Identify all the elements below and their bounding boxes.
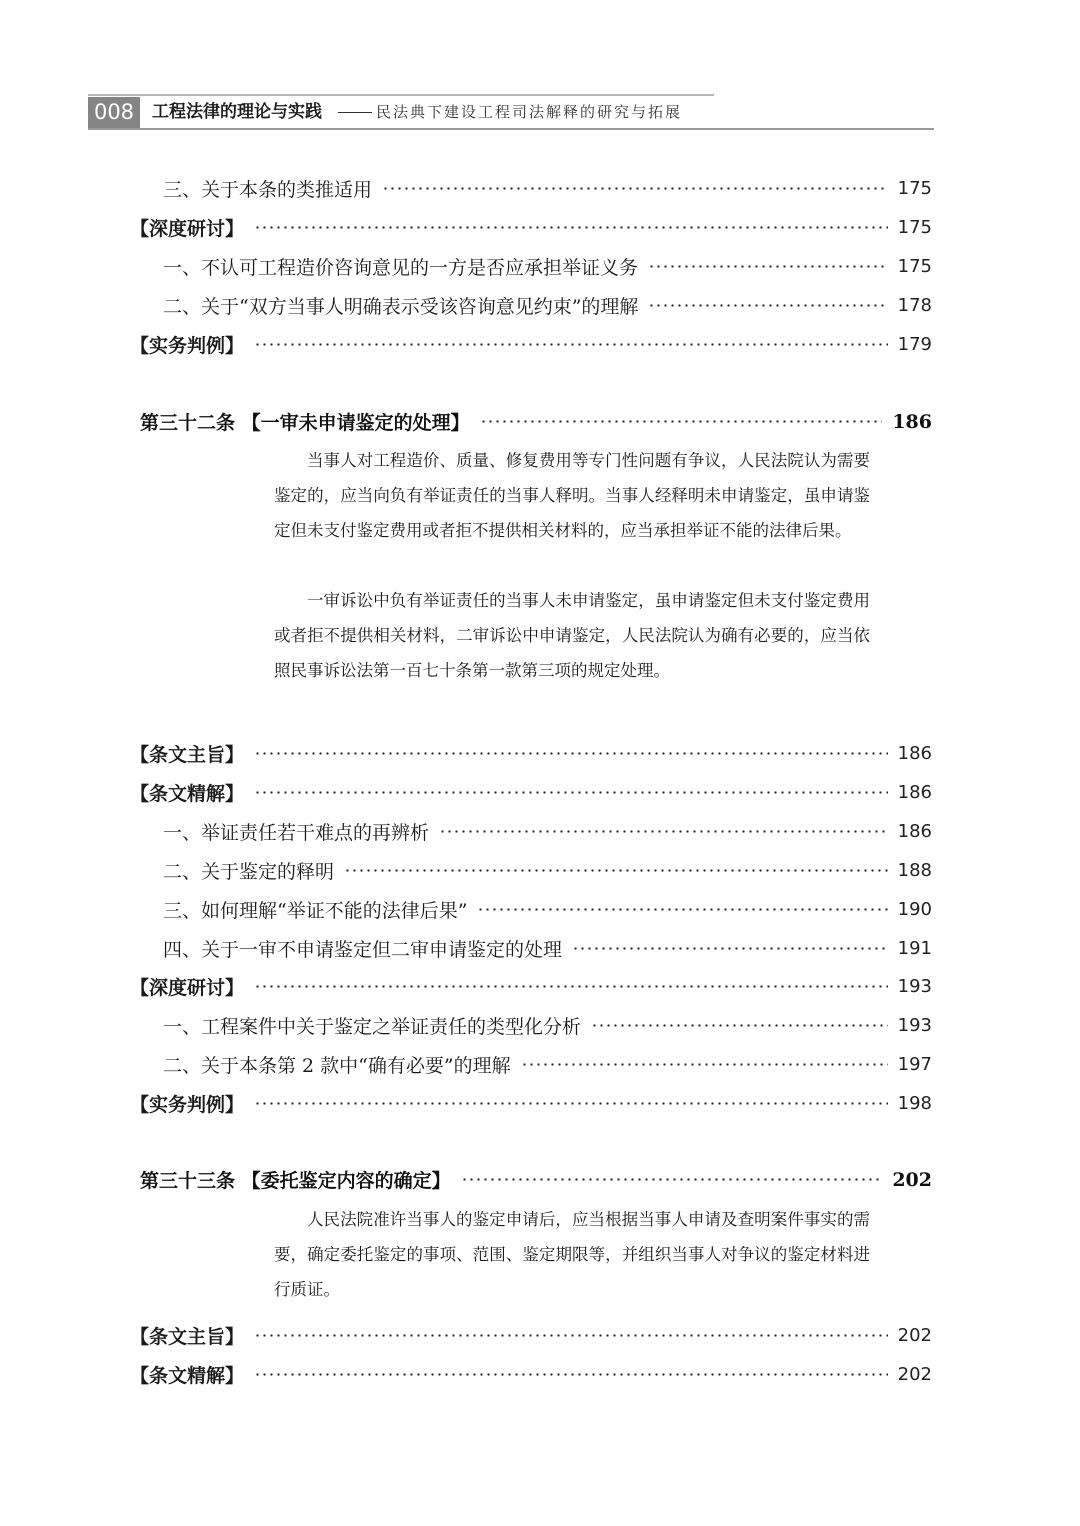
toc-entry-label: 一、不认可工程造价咨询意见的一方是否应承担举证义务 [163, 257, 639, 279]
toc-leader-dots [254, 226, 888, 229]
toc-entry[interactable] [163, 1051, 932, 1078]
toc-entry[interactable] [163, 253, 932, 280]
toc-leader-dots [477, 908, 887, 911]
toc-leader-dots [572, 947, 888, 950]
toc-leader-dots [480, 420, 883, 423]
toc-entry-page: 198 [897, 1093, 932, 1114]
toc-leader-dots [344, 869, 888, 872]
toc-article-heading[interactable] [140, 1166, 932, 1193]
toc-entry-label: 四、关于一审不申请鉴定但二审申请鉴定的处理 [163, 939, 563, 961]
toc-entry-label: 二、关于本条第 2 款中“确有必要”的理解 [163, 1055, 511, 1077]
toc-leader-dots [254, 343, 888, 346]
toc-leader-dots [254, 1334, 888, 1337]
toc-entry-page: 193 [897, 976, 932, 997]
toc-entry[interactable] [130, 214, 932, 241]
article-text-paragraph: 当事人对工程造价、质量、修复费用等专门性问题有争议，人民法院认为需要鉴定的，应当向负有举证责任的当事人释明。当事人经释明未申请鉴定，虽申请鉴定但未支付鉴定费用或者拒不提供相关材料的，应当承担举证不能的法律后果。 [274, 451, 870, 540]
header-bottom-rule [88, 128, 934, 130]
toc-entry[interactable] [163, 857, 932, 884]
toc-entry-page: 186 [897, 743, 932, 764]
toc-entry[interactable] [163, 292, 932, 319]
toc-entry[interactable] [130, 1361, 932, 1388]
toc-entry-label: 一、工程案件中关于鉴定之举证责任的类型化分析 [163, 1016, 582, 1038]
toc-entry[interactable] [163, 935, 932, 962]
header-subtitle: 民法典下建设工程司法解释的研究与拓展 [376, 103, 683, 121]
toc-entry-label: 三、如何理解“举证不能的法律后果” [163, 900, 468, 922]
toc-entry-page: 175 [897, 217, 932, 238]
toc-entry-page: 186 [897, 821, 932, 842]
toc-entry-page: 178 [897, 295, 932, 316]
toc-entry-page: 179 [897, 334, 932, 355]
toc-leader-dots [461, 1178, 883, 1181]
article-text-paragraph: 人民法院准许当事人的鉴定申请后，应当根据当事人申请及查明案件事实的需要，确定委托鉴定的事项、范围、鉴定期限等，并组织当事人对争议的鉴定材料进行质证。 [274, 1210, 870, 1299]
toc-article-label: 第三十三条 【委托鉴定内容的确定】 [140, 1170, 451, 1192]
toc-entry-label: 二、关于“双方当事人明确表示受该咨询意见约束”的理解 [163, 296, 639, 318]
toc-leader-dots [648, 265, 888, 268]
toc-entry[interactable] [130, 779, 932, 806]
toc-entry-label: 【条文主旨】 [130, 744, 245, 766]
header-top-rule [88, 94, 714, 96]
toc-leader-dots [382, 187, 888, 190]
toc-entry-page: 190 [897, 899, 932, 920]
toc-entry-label: 【条文精解】 [130, 783, 245, 805]
toc-entry-label: 【实务判例】 [130, 335, 245, 357]
toc-article-page: 202 [892, 1168, 932, 1191]
toc-article-heading[interactable] [140, 408, 932, 435]
toc-entry-page: 197 [897, 1054, 932, 1075]
toc-entry[interactable] [163, 818, 932, 845]
toc-leader-dots [254, 1102, 888, 1105]
toc-entry-label: 【深度研讨】 [130, 977, 245, 999]
toc-entry-label: 三、关于本条的类推适用 [163, 179, 373, 201]
toc-leader-dots [521, 1063, 888, 1066]
article-text-paragraph: 一审诉讼中负有举证责任的当事人未申请鉴定，虽申请鉴定但未支付鉴定费用或者拒不提供相关材料，二审诉讼中申请鉴定，人民法院认为确有必要的，应当依照民事诉讼法第一百七十条第一款第三项的规定处理。 [274, 591, 870, 680]
running-header [88, 94, 934, 130]
toc-leader-dots [254, 752, 888, 755]
toc-entry-label: 【实务判例】 [130, 1094, 245, 1116]
toc-entry-page: 186 [897, 782, 932, 803]
toc-entry-label: 二、关于鉴定的释明 [163, 861, 335, 883]
toc-entry-label: 一、举证责任若干难点的再辨析 [163, 822, 430, 844]
toc-entry-page: 175 [897, 178, 932, 199]
toc-leader-dots [254, 1373, 888, 1376]
toc-entry-page: 175 [897, 256, 932, 277]
toc-entry[interactable] [163, 1012, 932, 1039]
toc-entry[interactable] [130, 1322, 932, 1349]
toc-entry-page: 191 [897, 938, 932, 959]
toc-entry-label: 【条文精解】 [130, 1365, 245, 1387]
toc-leader-dots [591, 1024, 888, 1027]
toc-entry-page: 202 [897, 1364, 932, 1385]
toc-leader-dots [254, 985, 888, 988]
toc-article-page: 186 [892, 410, 932, 433]
toc-article-label: 第三十二条 【一审未申请鉴定的处理】 [140, 412, 470, 434]
toc-leader-dots [439, 830, 888, 833]
toc-entry[interactable] [130, 973, 932, 1000]
toc-entry-page: 202 [897, 1325, 932, 1346]
toc-entry[interactable] [163, 896, 932, 923]
toc-entry-page: 188 [897, 860, 932, 881]
toc-entry[interactable] [130, 331, 932, 358]
toc-entry-label: 【条文主旨】 [130, 1326, 245, 1348]
header-book-title: 工程法律的理论与实践 [152, 102, 322, 122]
toc-entry[interactable] [163, 175, 932, 202]
header-dash [338, 112, 372, 113]
toc-leader-dots [648, 304, 887, 307]
toc-entry-page: 193 [897, 1015, 932, 1036]
header-page-number: 008 [88, 97, 140, 128]
toc-leader-dots [254, 791, 888, 794]
toc-entry[interactable] [130, 740, 932, 767]
toc-entry-label: 【深度研讨】 [130, 218, 245, 240]
toc-entry[interactable] [130, 1090, 932, 1117]
